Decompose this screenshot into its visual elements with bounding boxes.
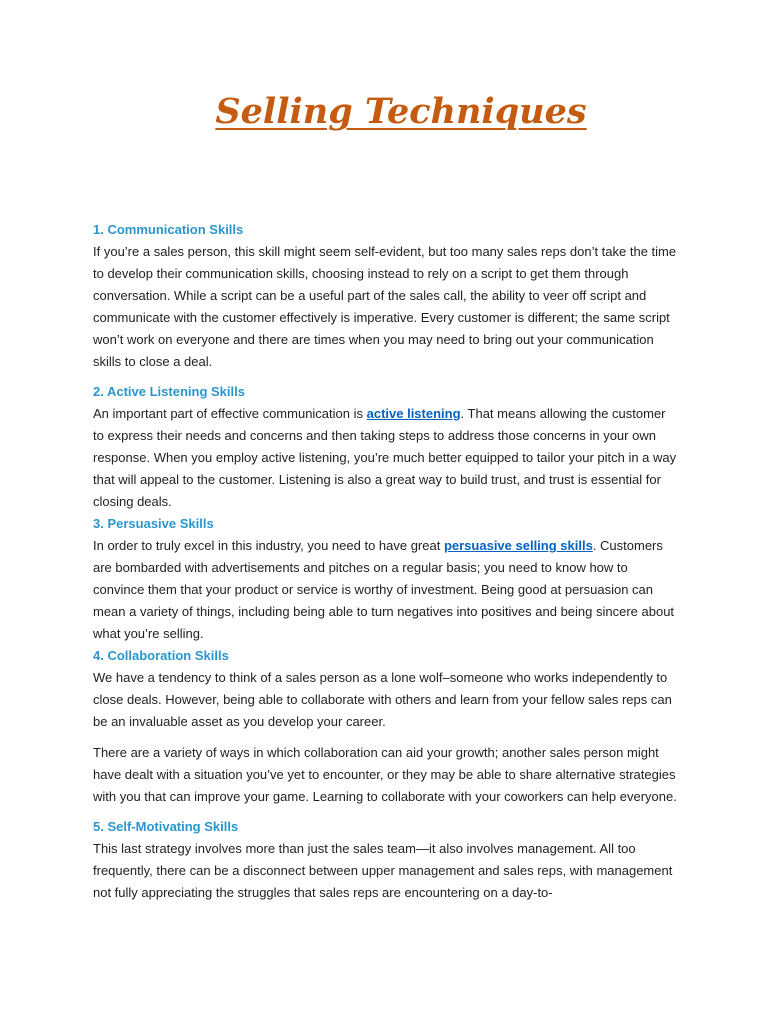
section-paragraph: [93, 535, 678, 645]
section-heading: 1. Communication Skills: [93, 222, 244, 237]
section-heading: 5. Self-Motivating Skills: [93, 819, 239, 834]
paragraph-text: An important part of effective communication is: [93, 406, 367, 421]
section-active-listening-skills: [93, 381, 678, 513]
active-listening-link[interactable]: active listening: [366, 406, 461, 421]
paragraph-text: . Customers are bombarded with advertisements and pitches on a regular basis; you need to know how to convince them that your product or service is worthy of investment. Being good at persuasion can mean a variety of things, including being able to turn negatives into positives and being sincere about what you’re selling.: [93, 538, 675, 641]
persuasive-selling-skills-link[interactable]: persuasive selling skills: [443, 538, 593, 553]
section-heading: 4. Collaboration Skills: [93, 648, 229, 663]
document-body: [93, 219, 678, 904]
section-heading: 2. Active Listening Skills: [93, 384, 245, 399]
section-paragraph: If you’re a sales person, this skill might seem self-evident, but too many sales reps don’t take the time to develop their communication skills, choosing instead to rely on a script to get them through conversation. While a script can be a useful part of the sales call, the ability to veer off script and communicate with the customer effectively is imperative. Every customer is different; the same script won’t work on everyone and there are times when you may need to bring out your communication skills to close a deal.: [93, 244, 677, 369]
section-paragraph: We have a tendency to think of a sales person as a lone wolf–someone who works independently to close deals. However, being able to collaborate with others and learn from your fellow sales reps can be an invaluable asset as you develop your career.: [93, 670, 672, 729]
section-communication-skills: [93, 219, 678, 373]
paragraph-text: . That means allowing the customer to express their needs and concerns and then taking steps to address those concerns in your own response. When you employ active listening, you’re much better equipped to tailor your pitch in a way that will appeal to the customer. Listening is also a great way to build trust, and trust is essential for closing deals.: [93, 406, 677, 509]
section-self-motivating-skills: [93, 816, 678, 904]
paragraph-text: In order to truly excel in this industry, you need to have great: [93, 538, 444, 553]
section-paragraph: This last strategy involves more than just the sales team—it also involves management. All too frequently, there can be a disconnect between upper management and sales reps, with management not fully appreciating the struggles that sales reps are encountering on a day-to-: [93, 841, 673, 900]
section-persuasive-skills: [93, 513, 678, 645]
section-collaboration-skills: [93, 645, 678, 808]
section-paragraph: There are a variety of ways in which collaboration can aid your growth; another sales person might have dealt with a situation you’ve yet to encounter, or they may be able to share alternative strategies with you that can improve your game. Learning to collaborate with your coworkers can help everyone.: [93, 745, 677, 804]
section-heading: 3. Persuasive Skills: [93, 516, 214, 531]
page-title: Selling Techniques: [215, 91, 587, 132]
section-paragraph: [93, 403, 678, 513]
